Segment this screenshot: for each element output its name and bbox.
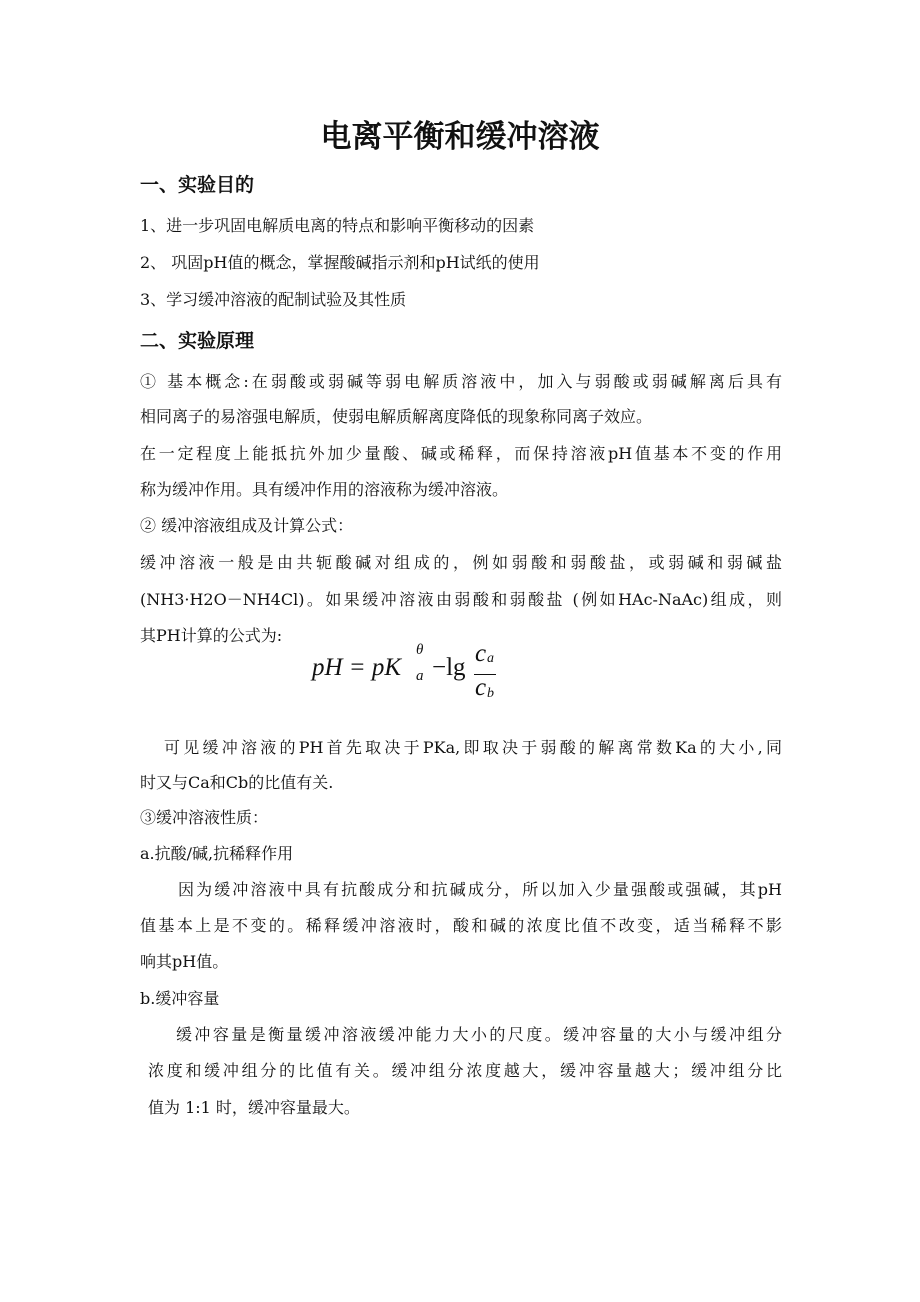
formula-numerator: c	[475, 640, 487, 667]
formula-k-sub: a	[416, 668, 424, 684]
principle-line-7: (NH3·H2O－NH4Cl)。如果缓冲溶液由弱酸和弱酸盐 (例如HAc-NaAc)组成，则	[140, 590, 782, 609]
page-title: 电离平衡和缓冲溶液	[320, 119, 600, 155]
purpose-item-1: 1、进一步巩固电解质电离的特点和影响平衡移动的因素	[140, 216, 535, 235]
principle-line-11: ③缓冲溶液性质：	[140, 808, 269, 827]
principle-line-2: 相同离子的易溶强电解质，使弱电解质解离度降低的现象称同离子效应。	[140, 407, 653, 426]
principle-line-18: 浓度和缓冲组分的比值有关。缓冲组分浓度越大，缓冲容量越大；缓冲组分比	[148, 1061, 782, 1080]
formula-minus-lg: −lg	[432, 654, 466, 681]
principle-line-4: 称为缓冲作用。具有缓冲作用的溶液称为缓冲溶液。	[140, 480, 509, 499]
principle-line-9: 可见缓冲溶液的PH首先取决于PKa,即取决于弱酸的解离常数Ka的大小,同	[164, 738, 782, 757]
formula-lhs: pH = pK	[312, 654, 402, 681]
principle-line-6: 缓冲溶液一般是由共轭酸碱对组成的，例如弱酸和弱酸盐，或弱碱和弱碱盐	[140, 553, 782, 572]
principle-line-19: 值为 1:1 时，缓冲容量最大。	[148, 1098, 360, 1117]
principle-line-17: 缓冲容量是衡量缓冲溶液缓冲能力大小的尺度。缓冲容量的大小与缓冲组分	[176, 1025, 782, 1044]
formula-numerator-sub: a	[487, 651, 494, 666]
principle-line-16: b.缓冲容量	[140, 989, 220, 1008]
purpose-item-3: 3、学习缓冲溶液的配制试验及其性质	[140, 290, 407, 309]
principle-line-5: ② 缓冲溶液组成及计算公式：	[140, 516, 354, 535]
principle-line-1: ① 基本概念:在弱酸或弱碱等弱电解质溶液中，加入与弱酸或弱碱解离后具有	[140, 372, 782, 391]
principle-line-8: 其PH计算的公式为:	[140, 626, 283, 645]
principle-line-13: 因为缓冲溶液中具有抗酸成分和抗碱成分，所以加入少量强酸或强碱，其pH	[178, 880, 782, 899]
buffer-ph-formula	[312, 640, 512, 704]
section-heading-purpose: 一、实验目的	[140, 174, 255, 196]
formula-k-sup: θ	[416, 642, 424, 658]
formula-denominator-sub: b	[487, 686, 494, 701]
principle-line-15: 响其pH值。	[140, 952, 229, 971]
principle-line-3: 在一定程度上能抵抗外加少量酸、碱或稀释，而保持溶液pH值基本不变的作用	[140, 444, 782, 463]
formula-denominator: c	[475, 674, 487, 701]
principle-line-12: a.抗酸/碱,抗稀释作用	[140, 844, 294, 863]
principle-line-10: 时又与Ca和Cb的比值有关.	[140, 773, 334, 792]
purpose-item-2: 2、 巩固pH值的概念，掌握酸碱指示剂和pH试纸的使用	[140, 253, 540, 272]
principle-line-14: 值基本上是不变的。稀释缓冲溶液时，酸和碱的浓度比值不改变，适当稀释不影	[140, 916, 782, 935]
section-heading-principle: 二、实验原理	[140, 330, 255, 352]
